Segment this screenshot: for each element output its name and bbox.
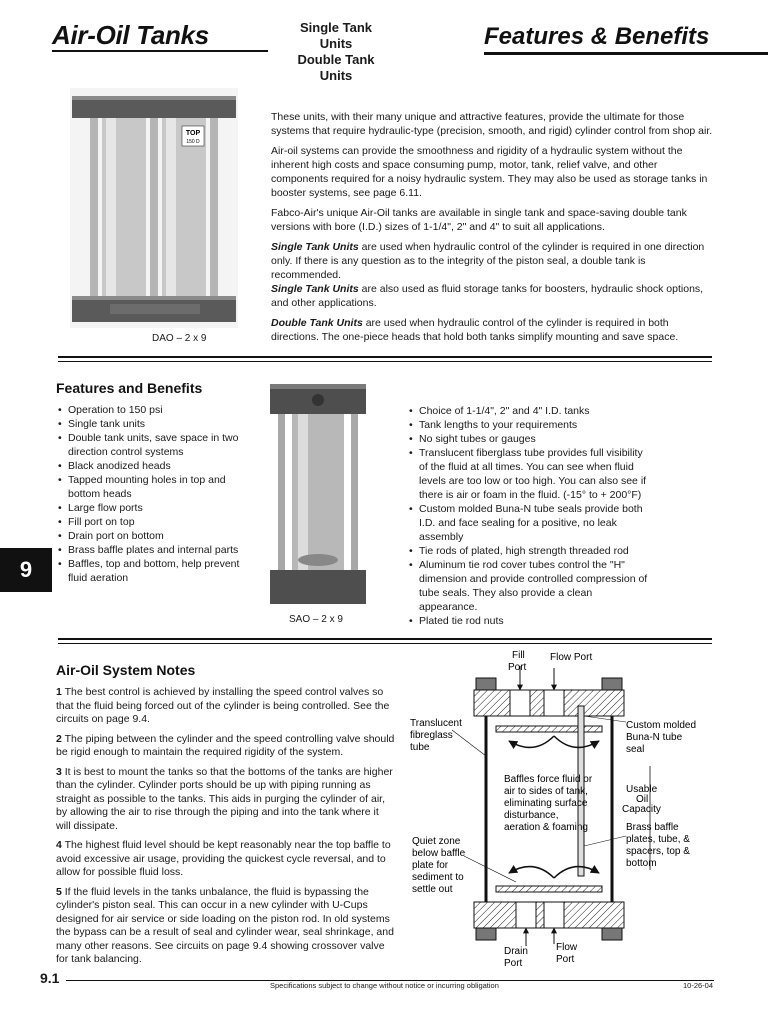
feature-text: Aluminum tie rod cover tubes control the "H" dimension and provide controlled compression of tube seals. They also provide a clean appearance.	[419, 559, 648, 613]
label-baffles-2: air to sides of tank,	[504, 786, 588, 797]
feature-item	[409, 558, 653, 614]
label-quiet-zone-1: Quiet zone	[412, 836, 461, 847]
note-item	[56, 839, 396, 880]
intro-p4-text1: are used when hydraulic control of the cylinder is required in one direction only. If there is any question as to the integrity of the piston seal, a double tank is recommended.	[271, 241, 705, 281]
double-tank-term: Double Tank Units	[271, 317, 363, 329]
tie-rod	[210, 118, 218, 296]
section-rule	[58, 356, 712, 358]
label-custom-molded-1: Custom molded	[626, 720, 697, 731]
feature-text: No sight tubes or gauges	[419, 433, 536, 445]
intro-p4	[271, 240, 717, 310]
feature-item	[409, 446, 653, 502]
bottom-head	[270, 570, 366, 604]
label-custom-molded-3: seal	[626, 744, 645, 755]
feature-text: Double tank units, save space in two direction control systems	[68, 432, 239, 458]
feature-text: Large flow ports	[68, 502, 143, 514]
features-list-right	[409, 404, 653, 628]
section-tab: 9	[0, 548, 52, 592]
note-item	[56, 766, 396, 834]
feature-text: Single tank units	[68, 418, 146, 430]
feature-item	[58, 473, 244, 501]
subtitle-line-1: Single Tank Units	[300, 20, 372, 51]
feature-text: Baffles, top and bottom, help prevent fluid aeration	[68, 558, 240, 584]
label-custom-molded-2: Buna-N tube	[626, 732, 683, 743]
label-baffles-5: aeration & foaming	[504, 822, 588, 833]
flow-arrow	[509, 867, 554, 878]
flow-arrow	[554, 736, 599, 747]
section-title: Features & Benefits	[484, 23, 710, 50]
label-translucent-3: tube	[410, 742, 430, 753]
feature-text: Fill port on top	[68, 516, 135, 528]
label-quiet-zone-5: settle out	[412, 884, 453, 895]
intro-p5-text: are used when hydraulic control of the cylinder is required in both directions. The one-piece heads that hold both tanks simplify mounting and save space.	[271, 317, 679, 343]
feature-item	[58, 557, 244, 585]
tank-diagram	[404, 646, 724, 972]
feature-text: Plated tie rod nuts	[419, 615, 504, 627]
header-rule-right	[484, 52, 768, 55]
note-text: It is best to mount the tanks so that the bottoms of the tanks are higher than the cylinder. Cylinder ports should be up with piping running as straight as possible to the tanks. This aids in purging the cylinder of air, by allowing the air to rise through the piping and into the tank where it will dissipate.	[56, 765, 393, 832]
feature-text: Tank lengths to your requirements	[419, 419, 578, 431]
dao-caption: DAO – 2 x 9	[152, 333, 207, 344]
feature-text: Black anodized heads	[68, 460, 171, 472]
tie-rod	[278, 414, 285, 570]
bottom-head-section	[474, 902, 624, 940]
feature-item	[409, 432, 653, 446]
features-list-left	[58, 403, 244, 585]
label-fill-port-1: Fill	[512, 650, 525, 661]
label-fill-port-2: Port	[508, 662, 527, 673]
note-item	[56, 886, 396, 967]
top-baffle	[496, 726, 602, 732]
label-baffles-4: disturbance,	[504, 810, 559, 821]
feature-text: Custom molded Buna-N tube seals provide both I.D. and face sealing for a positive, no leak assembly	[419, 503, 643, 543]
intro-text	[271, 110, 717, 350]
sao-tank-photo	[268, 380, 368, 608]
page-subtitle	[282, 20, 390, 84]
tank-label-text: TOP	[185, 130, 201, 137]
single-tank-term: Single Tank Units	[271, 241, 359, 253]
sao-caption: SAO – 2 x 9	[289, 614, 343, 625]
label-translucent-1: Translucent	[410, 718, 462, 729]
note-text: The piping between the cylinder and the speed controlling valve should be rigid enough to maintain the required rigidity of the system.	[56, 732, 395, 758]
page-title: Air-Oil Tanks	[52, 20, 209, 50]
feature-item	[58, 501, 244, 515]
label-drain-port-2: Port	[504, 958, 523, 969]
feature-text: Tie rods of plated, high strength threaded rod	[419, 545, 629, 557]
label-brass-baffle-2: plates, tube, &	[626, 834, 690, 845]
feature-item	[58, 459, 244, 473]
footer-disclaimer: Specifications subject to change without notice or incurring obligation	[270, 981, 499, 990]
section-rule-thin	[58, 361, 712, 362]
dao-tank-photo	[70, 88, 238, 328]
label-usable-3: Capacity	[622, 804, 661, 815]
label-quiet-zone-2: below baffle	[412, 848, 466, 859]
label-translucent-2: fibreglass	[410, 730, 453, 741]
feature-item	[409, 502, 653, 544]
feature-item	[409, 404, 653, 418]
note-number: 5	[56, 885, 62, 898]
label-flow-port-bottom-1: Flow	[556, 942, 578, 953]
label-brass-baffle-1: Brass baffle	[626, 822, 679, 833]
notes-body	[56, 686, 396, 973]
features-heading: Features and Benefits	[56, 380, 203, 396]
label-flow-port-top: Flow Port	[550, 652, 593, 663]
tank-label-text2: 150 D	[186, 139, 200, 145]
single-tank-term-2: Single Tank Units	[271, 283, 359, 295]
feature-item	[58, 431, 244, 459]
label-quiet-zone-4: sediment to	[412, 872, 464, 883]
flow-arrow	[554, 867, 599, 878]
label-baffles-3: eliminating surface	[504, 798, 588, 809]
label-baffles-1: Baffles force fluid or	[504, 774, 593, 785]
footer-date: 10-26-04	[683, 981, 714, 990]
label-usable-1: Usable	[626, 784, 658, 795]
label-quiet-zone-3: plate for	[412, 860, 449, 871]
note-number: 4	[56, 839, 62, 851]
feature-item	[58, 403, 244, 417]
label-brass-baffle-4: bottom	[626, 858, 657, 869]
feature-item	[409, 418, 653, 432]
flow-arrow	[509, 736, 554, 747]
intro-p1: These units, with their many unique and attractive features, provide the ultimate for those systems that require hydraulic-type (precision, smooth, and rigid) cylinder control from shop air.	[271, 111, 713, 137]
feature-text: Brass baffle plates and internal parts	[68, 544, 239, 556]
label-usable-2: Oil	[636, 794, 649, 805]
note-item	[56, 686, 396, 727]
feature-item	[58, 417, 244, 431]
intro-p2: Air-oil systems can provide the smoothness and rigidity of a hydraulic system without the inherent high costs and space consuming pump, motor, tank, relief valve, and other components required for a noisy hydraulic system. They may also be used as storage tanks in booster systems, see page 6.11.	[271, 145, 708, 199]
feature-text: Tapped mounting holes in top and bottom heads	[68, 474, 226, 500]
feature-item	[409, 544, 653, 558]
feature-text: Drain port on bottom	[68, 530, 164, 542]
tie-rod	[90, 118, 98, 296]
note-text: The highest fluid level should be kept reasonably near the top baffle to avoid excessive air usage, providing the quickest cycle reversal, and to allow for possible fluid loss.	[56, 839, 391, 878]
page-number: 9.1	[40, 970, 60, 986]
intro-p4-text2: are also used as fluid storage tanks for boosters, hydraulic shock options, and other applications.	[271, 283, 704, 309]
feature-item	[58, 515, 244, 529]
section-rule-thin	[58, 643, 712, 644]
top-head-section	[474, 678, 624, 716]
intro-p5	[271, 316, 717, 344]
note-number: 3	[56, 765, 62, 778]
subtitle-line-2: Double Tank Units	[297, 52, 375, 83]
header-rule-left	[52, 50, 268, 52]
note-item	[56, 733, 396, 760]
note-text: The best control is achieved by installing the speed control valves so that the fluid being forced out of the cylinder is being controlled. See the circuits on page 9.4.	[56, 686, 390, 725]
note-text: If the fluid levels in the tanks unbalance, the fluid is bypassing the cylinder's piston seal. This can occur in a new cylinder with U-Cups designed for air service or side loading on the piston rod. In old systems the bypass can be a result of seal and cylinder wear, seal shrinkage, and many other reasons. See circuits on page 9.4 showing crossover valve for tank balancing.	[56, 885, 394, 965]
notes-heading: Air-Oil System Notes	[56, 662, 196, 678]
feature-item	[58, 543, 244, 557]
label-flow-port-bottom-2: Port	[556, 954, 575, 965]
tie-rod	[150, 118, 158, 296]
feature-item	[409, 614, 653, 628]
feature-item	[58, 529, 244, 543]
intro-p3: Fabco-Air's unique Air-Oil tanks are available in single tank and space-saving double tank versions with bore (I.D.) sizes of 1-1/4", 2" and 4" to suit all applications.	[271, 207, 687, 233]
feature-text: Operation to 150 psi	[68, 404, 163, 416]
label-brass-baffle-3: spacers, top &	[626, 846, 690, 857]
feature-text: Translucent fiberglass tube provides full visibility of the fluid at all times. You can see when fluid levels are too low or too high. You can also see if there is air or foam in the fluid. (-15° to + 200°F)	[419, 447, 647, 501]
bottom-baffle	[496, 886, 602, 892]
note-number: 1	[56, 686, 62, 698]
label-drain-port-1: Drain	[504, 946, 528, 957]
feature-text: Choice of 1-1/4", 2" and 4" I.D. tanks	[419, 405, 590, 417]
note-number: 2	[56, 732, 62, 745]
tie-rod	[351, 414, 358, 570]
section-rule	[58, 638, 712, 640]
